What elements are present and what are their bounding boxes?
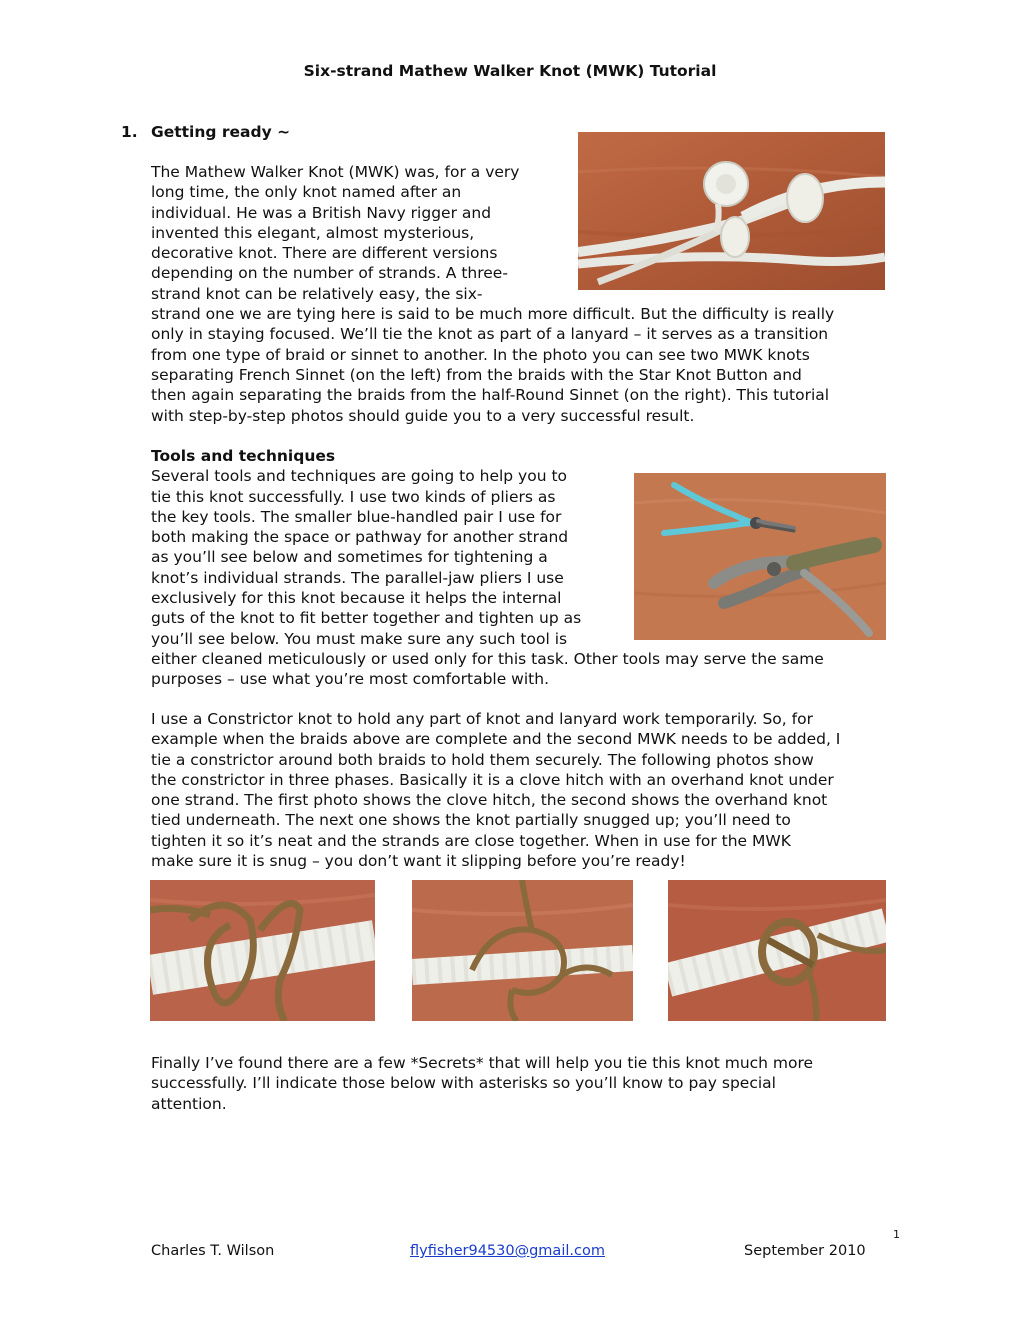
pliers-photo <box>634 473 886 640</box>
text-line: either cleaned meticulously or used only for this task. Other tools may serve the same <box>151 649 824 668</box>
section-number: 1. <box>121 123 138 141</box>
text-line: attention. <box>151 1094 227 1113</box>
text-line: long time, the only knot named after an <box>151 183 462 202</box>
text-line: one strand. The first photo shows the clove hitch, the second shows the overhand knot <box>151 791 828 810</box>
text-line: separating French Sinnet (on the left) from the braids with the Star Knot Button and <box>151 365 802 384</box>
tools-heading: Tools and techniques <box>151 447 336 465</box>
text-line: knot’s individual strands. The parallel-jaw pliers I use <box>151 568 564 587</box>
section-heading-text: Getting ready ~ <box>151 123 291 141</box>
text-line: I use a Constrictor knot to hold any part of knot and lanyard work temporarily. So, for <box>151 710 813 728</box>
text-line: invented this elegant, almost mysterious, <box>151 223 475 242</box>
text-line: the constrictor in three phases. Basically it is a clove hitch with an overhand knot under <box>151 770 834 789</box>
text-line: decorative knot. There are different versions <box>151 244 498 263</box>
text-line: the key tools. The smaller blue-handled pair I use for <box>151 507 562 526</box>
text-line: tied underneath. The next one shows the knot partially snugged up; you’ll need to <box>151 811 791 830</box>
text-line: then again separating the braids from the half-Round Sinnet (on the right). This tutorial <box>151 386 830 405</box>
text-line: strand knot can be relatively easy, the six- <box>151 284 483 303</box>
text-line: depending on the number of strands. A three- <box>151 264 508 283</box>
text-line: example when the braids above are complete and the second MWK needs to be added, I <box>151 730 841 749</box>
text-line: from one type of braid or sinnet to another. In the photo you can see two MWK knots <box>151 345 810 364</box>
section-heading <box>121 123 290 141</box>
secrets-paragraph <box>151 1053 903 1114</box>
footer-author: Charles T. Wilson <box>151 1243 275 1259</box>
text-line: strand one we are tying here is said to be much more difficult. But the difficulty is really <box>151 305 835 324</box>
text-line: The Mathew Walker Knot (MWK) was, for a very <box>151 163 520 181</box>
text-line: make sure it is snug – you don’t want it slipping before you’re ready! <box>151 852 686 871</box>
page-title: Six-strand Mathew Walker Knot (MWK) Tutorial <box>303 62 717 80</box>
text-line: both making the space or pathway for another strand <box>151 528 569 547</box>
constrictor-paragraph <box>151 709 903 871</box>
text-line: guts of the knot to fit better together and tighten up as <box>151 609 582 628</box>
text-line: purposes – use what you’re most comfortable with. <box>151 670 549 689</box>
footer-email-wrap <box>410 1243 605 1259</box>
text-line: only in staying focused. We’ll tie the knot as part of a lanyard – it serves as a transition <box>151 325 829 344</box>
clove-hitch-photo <box>150 880 375 1021</box>
footer-email-link[interactable]: flyfisher94530@gmail.com <box>410 1243 605 1259</box>
text-line: with step-by-step photos should guide you to a very successful result. <box>151 406 695 425</box>
page-number: 1 <box>893 1228 900 1241</box>
lanyard-photo <box>578 132 885 290</box>
footer-date: September 2010 <box>744 1243 866 1259</box>
text-line: tighten it so it’s neat and the strands are close together. When in use for the MWK <box>151 831 791 850</box>
snugged-knot-photo <box>668 880 886 1021</box>
text-line: individual. He was a British Navy rigger and <box>151 203 492 222</box>
text-line: successfully. I’ll indicate those below with asterisks so you’ll know to pay special <box>151 1074 776 1093</box>
text-line: Several tools and techniques are going to help you to <box>151 467 568 486</box>
overhand-knot-photo <box>412 880 633 1021</box>
text-line: tie this knot successfully. I use two kinds of pliers as <box>151 487 556 506</box>
text-line: as you’ll see below and sometimes for tightening a <box>151 548 548 567</box>
text-line: exclusively for this knot because it helps the internal <box>151 589 562 608</box>
text-line: tie a constrictor around both braids to hold them securely. The following photos show <box>151 750 814 769</box>
text-line: Finally I’ve found there are a few *Secrets* that will help you tie this knot much more <box>151 1054 814 1072</box>
text-line: you’ll see below. You must make sure any such tool is <box>151 629 568 648</box>
